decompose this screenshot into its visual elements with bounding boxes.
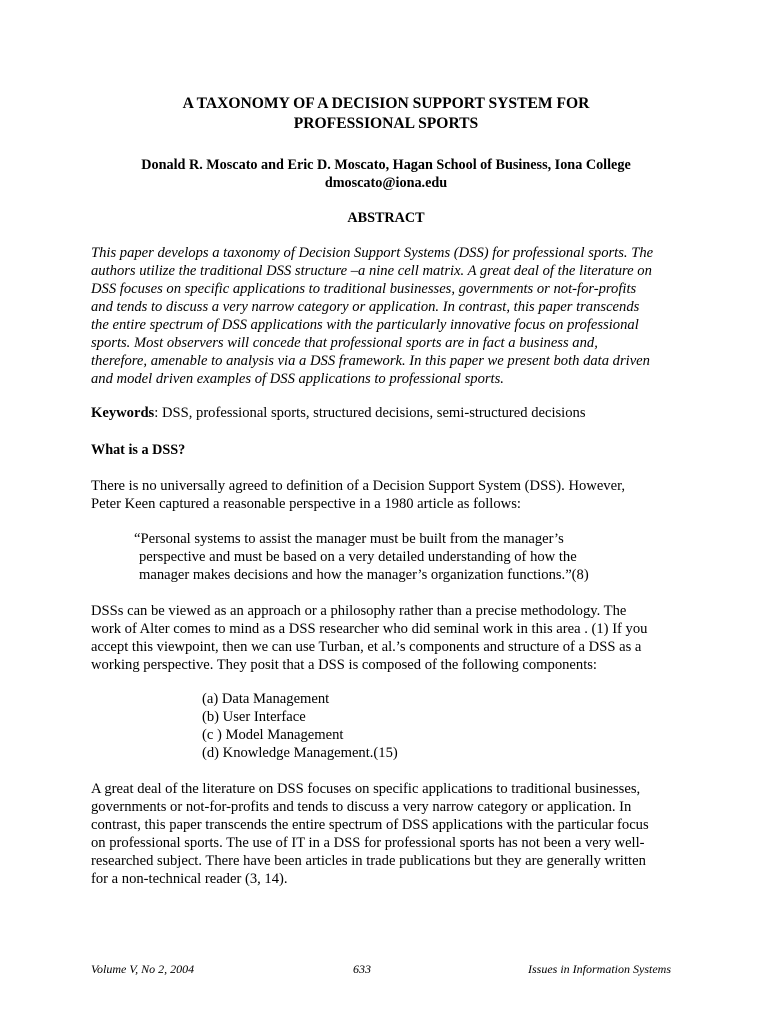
component-item: (a) Data Management <box>202 691 330 707</box>
quote-line: perspective and must be based on a very detailed understanding of how the <box>139 549 577 565</box>
author-names: Donald R. Moscato and Eric D. Moscato, Hagan School of Business, Iona College <box>141 157 631 173</box>
paragraph-2 <box>91 602 691 674</box>
footer-page-number: 633 <box>353 962 371 976</box>
quote-line: manager makes decisions and how the manager’s organization functions.”(8) <box>139 567 589 583</box>
quote-line: “Personal systems to assist the manager must be built from the manager’s <box>134 531 564 547</box>
abstract-heading: ABSTRACT <box>347 210 425 226</box>
paragraph-line: DSSs can be viewed as an approach or a philosophy rather than a precise methodology. The <box>91 603 627 619</box>
title-line-2: PROFESSIONAL SPORTS <box>293 115 479 132</box>
paragraph-line: work of Alter comes to mind as a DSS researcher who did seminal work in this area . (1) If you <box>91 621 648 637</box>
abstract-line: and model driven examples of DSS applications to professional sports. <box>91 371 504 387</box>
abstract-line: DSS focuses on specific applications to traditional businesses, governments or not-for-profits <box>91 281 637 297</box>
paragraph-line: working perspective. They posit that a DSS is composed of the following components: <box>91 657 597 673</box>
abstract-line: therefore, amenable to analysis via a DSS framework. In this paper we present both data driven <box>91 353 650 369</box>
paragraph-line: contrast, this paper transcends the entire spectrum of DSS applications with the particular focus <box>91 817 649 833</box>
section-heading: What is a DSS? <box>91 442 186 458</box>
abstract-line: the entire spectrum of DSS applications with the particularly innovative focus on professional <box>91 317 639 333</box>
footer-volume: Volume V, No 2, 2004 <box>91 962 195 976</box>
paragraph-line: accept this viewpoint, then we can use Turban, et al.’s components and structure of a DSS as a <box>91 639 642 655</box>
paragraph-line: researched subject. There have been articles in trade publications but they are generally written <box>91 853 646 869</box>
paragraph-line: governments or not-for-profits and tends to discuss a very narrow category or application. In <box>91 799 632 815</box>
keywords-text: : DSS, professional sports, structured decisions, semi-structured decisions <box>154 405 586 421</box>
abstract-line: authors utilize the traditional DSS structure –a nine cell matrix. A great deal of the literature on <box>91 263 652 279</box>
paragraph-line: for a non-technical reader (3, 14). <box>91 871 288 887</box>
abstract-text <box>91 244 691 388</box>
component-item: (c ) Model Management <box>202 727 344 743</box>
paper-title <box>91 94 681 134</box>
block-quote <box>134 530 654 584</box>
component-item: (d) Knowledge Management.(15) <box>202 745 398 761</box>
author-block <box>91 156 681 192</box>
components-list <box>202 690 398 762</box>
keywords-label: Keywords <box>91 405 155 421</box>
title-line-1: A TAXONOMY OF A DECISION SUPPORT SYSTEM FOR <box>182 95 590 112</box>
paragraph-line: There is no universally agreed to definition of a Decision Support System (DSS). However, <box>91 478 626 494</box>
component-item: (b) User Interface <box>202 709 306 725</box>
paragraph-1 <box>91 477 691 513</box>
abstract-line: This paper develops a taxonomy of Decision Support Systems (DSS) for professional sports. The <box>91 245 654 261</box>
paragraph-line: on professional sports. The use of IT in a DSS for professional sports has not been a very well- <box>91 835 645 851</box>
keywords-line <box>91 404 691 422</box>
author-email: dmoscato@iona.edu <box>324 175 448 191</box>
paragraph-line: Peter Keen captured a reasonable perspective in a 1980 article as follows: <box>91 496 521 512</box>
footer-journal: Issues in Information Systems <box>528 962 671 976</box>
paragraph-line: A great deal of the literature on DSS focuses on specific applications to traditional businesses, <box>91 781 641 797</box>
paragraph-3 <box>91 780 691 888</box>
abstract-line: and tends to discuss a very narrow category or application. In contrast, this paper transcends <box>91 299 640 315</box>
abstract-line: sports. Most observers will concede that professional sports are in fact a business and, <box>91 335 598 351</box>
